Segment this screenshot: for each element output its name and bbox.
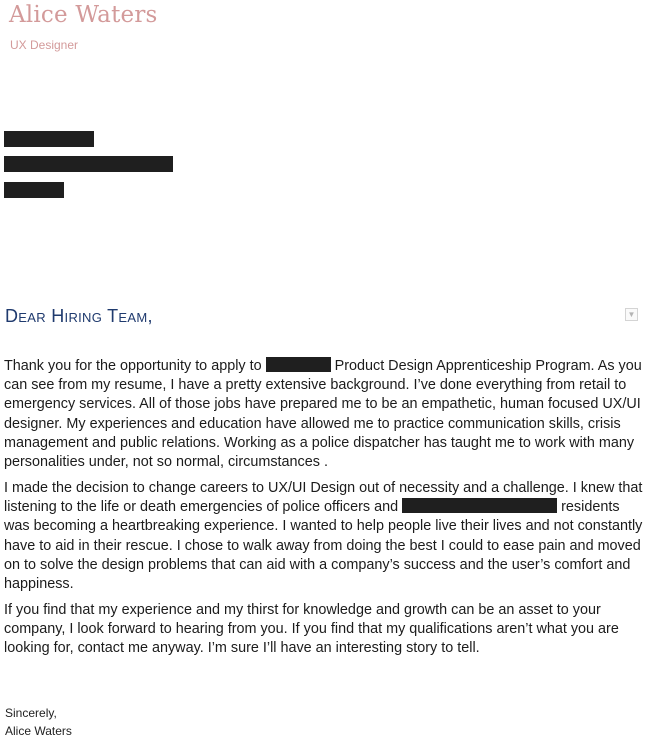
paragraph-text: residents was becoming a heartbreaking experience. I wanted to help people live their lives and not constantly have to aid in their rescue. I chose to walk away from doing the best I could to ease pain and moved on to solve the design problems that can aid with a company’s success and the user’s comfort and happiness. bbox=[4, 499, 643, 593]
redacted-address-line-1 bbox=[4, 131, 94, 147]
redacted-company-name bbox=[266, 357, 331, 372]
letter-paragraph-3: If you find that my experience and my thirst for knowledge and growth can be an asset to your company, I look forward to hearing from you. If you find that my qualifications aren’t what you are looking for, contact me anyway. I’m sure I’ll have an interesting story to tell. bbox=[4, 602, 619, 657]
letter-paragraph-2 bbox=[4, 479, 644, 594]
letter-signature: Alice Waters bbox=[5, 724, 72, 738]
paragraph-text: Product Design Apprenticeship Program. As you can see from my resume, I have a pretty extensive background. I’ve done everything from retail to emergency services. All of those jobs have prepared me to be an empathetic, human focused UX/UI designer. My experiences and education have allowed me to practice communication skills, crisis management and public relations. Working as a police dispatcher has taught me to work with many personalities under, not so normal, circumstances . bbox=[4, 358, 642, 471]
chevron-down-icon[interactable]: ▼ bbox=[625, 308, 638, 321]
letter-closing: Sincerely, bbox=[5, 706, 57, 720]
redacted-address-line-2 bbox=[4, 156, 173, 172]
paragraph-text: I made the decision to change careers to UX/UI Design out of necessity and a challenge. I knew that listening to the life or death emergencies of police officers and bbox=[4, 480, 643, 516]
redacted-location bbox=[402, 498, 557, 513]
letter-paragraph-1 bbox=[4, 357, 644, 472]
paragraph-text: Thank you for the opportunity to apply to bbox=[4, 358, 262, 374]
letter-greeting: Dear Hiring Team, bbox=[5, 306, 153, 326]
author-role: UX Designer bbox=[10, 38, 79, 52]
author-name: Alice Waters bbox=[9, 2, 158, 28]
redacted-address-line-3 bbox=[4, 182, 64, 198]
